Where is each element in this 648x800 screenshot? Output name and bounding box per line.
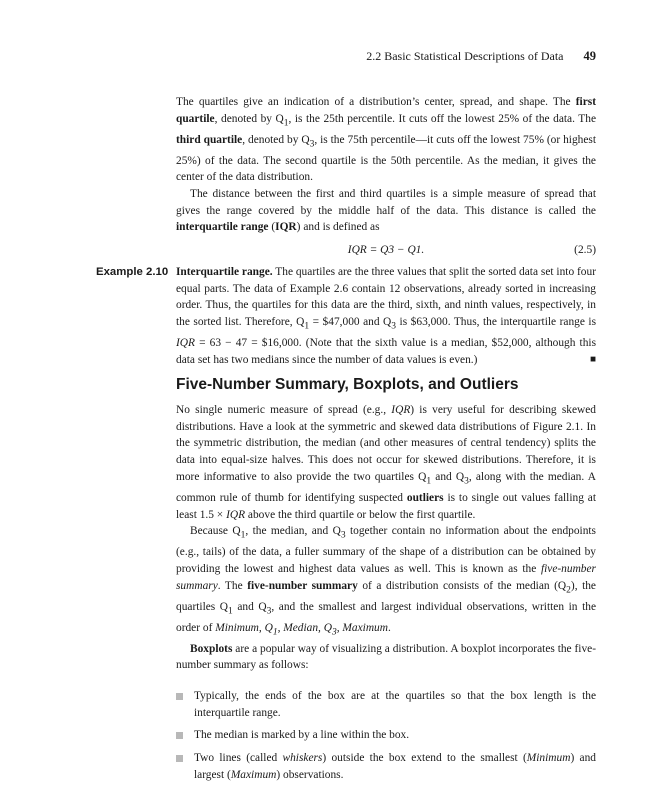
example-block bbox=[176, 264, 596, 369]
five-number-block bbox=[176, 402, 596, 789]
quartiles-paragraph: The quartiles give an indication of a distribution’s center, spread, and shape. The first quartile, denoted by $Q_1$, is the 25th percentile. It cuts off the lowest 25% of the data. The third quartile, denoted by $Q_3$, is the 75th percentile—it cuts off the lowest 75% (or highest 25%) of the data. The second quartile is the 50th percentile. As the median, it gives the center of the data distribution. bbox=[176, 96, 596, 184]
example-label: Example 2.10 bbox=[96, 266, 169, 278]
iqr-definition-paragraph: The distance between the first and third quartiles is a simple measure of spread that gives the range covered by the middle half of the data. This distance is called the interquartile range (IQR) and is defined as bbox=[176, 188, 596, 234]
equation-body: IQR = Q3 − Q1. bbox=[347, 244, 425, 257]
spread-paragraph: No single numeric measure of spread (e.g., IQR) is very useful for describing skewed distributions. Have a look at the symmetric and skewed data distributions of Figure 2.1. In the symmetric distribution, the median (and other measures of central tendency) splits the data into equal-size halves. This does not occur for skewed distributions. Therefore, it is more informative to also provide the two quartiles $Q_1$ and $Q_3$, along with the median. A common rule of thumb for identifying suspected outliers is to single out values falling at least 1.5 × IQR above the third quartile or below the first quartile. bbox=[176, 404, 596, 521]
example-title: Interquartile range. bbox=[176, 266, 273, 278]
page-number: 49 bbox=[583, 49, 596, 63]
section-heading: Five-Number Summary, Boxplots, and Outliers bbox=[176, 376, 519, 393]
bullet-median-line: The median is marked by a line within the box. bbox=[176, 727, 596, 744]
equation-number: (2.5) bbox=[574, 244, 596, 257]
running-head bbox=[366, 49, 596, 64]
boxplot-bullet-list bbox=[176, 688, 596, 784]
iqr-equation bbox=[176, 242, 596, 259]
intro-block bbox=[176, 94, 596, 259]
five-number-paragraph: Because $Q_1$, the median, and $Q_3$ together contain no information about the endpoints (e.g., tails) of the data, a fuller summary of the shape of a distribution can be obtained by providing the lowest and highest data values as well. This is known as the five-number summary. The five-number summary of a distribution consists of the median $(Q_2)$, the quartiles $Q_1$ and $Q_3$, and the smallest and largest individual observations, written in the order of Minimum, $Q_1$, Median, $Q_3$, Maximum. bbox=[176, 525, 596, 637]
bullet-square-icon bbox=[176, 755, 183, 762]
end-of-example-mark: ■ bbox=[589, 353, 596, 365]
bullet-square-icon bbox=[176, 693, 183, 700]
running-head-section: 2.2 Basic Statistical Descriptions of Data bbox=[366, 49, 564, 63]
example-paragraph: Interquartile range. The quartiles are the three values that split the sorted data set into four equal parts. The data of Example 2.6 contain 12 observations, already sorted in increasing order. Thus, the quartiles for this data are the third, sixth, and ninth values, respectively, in the sorted list. Therefore, $Q_1$ = $47,000 and $Q_3$ is $63,000. Thus, the interquartile range is IQR = 63 − 47 = $16,000. (Note that the sixth value is a median, $52,000, although this data set has two medians since the number of data values is even.) bbox=[176, 266, 597, 366]
boxplots-paragraph: Boxplots are a popular way of visualizing a distribution. A boxplot incorporates the five-number summary as follows: bbox=[176, 642, 596, 672]
bullet-box-ends: Typically, the ends of the box are at the quartiles so that the box length is the interquartile range. bbox=[176, 688, 596, 721]
bullet-whiskers: Two lines (called whiskers) outside the box extend to the smallest (Minimum) and largest (Maximum) observations. bbox=[176, 750, 596, 783]
bullet-square-icon bbox=[176, 732, 183, 739]
